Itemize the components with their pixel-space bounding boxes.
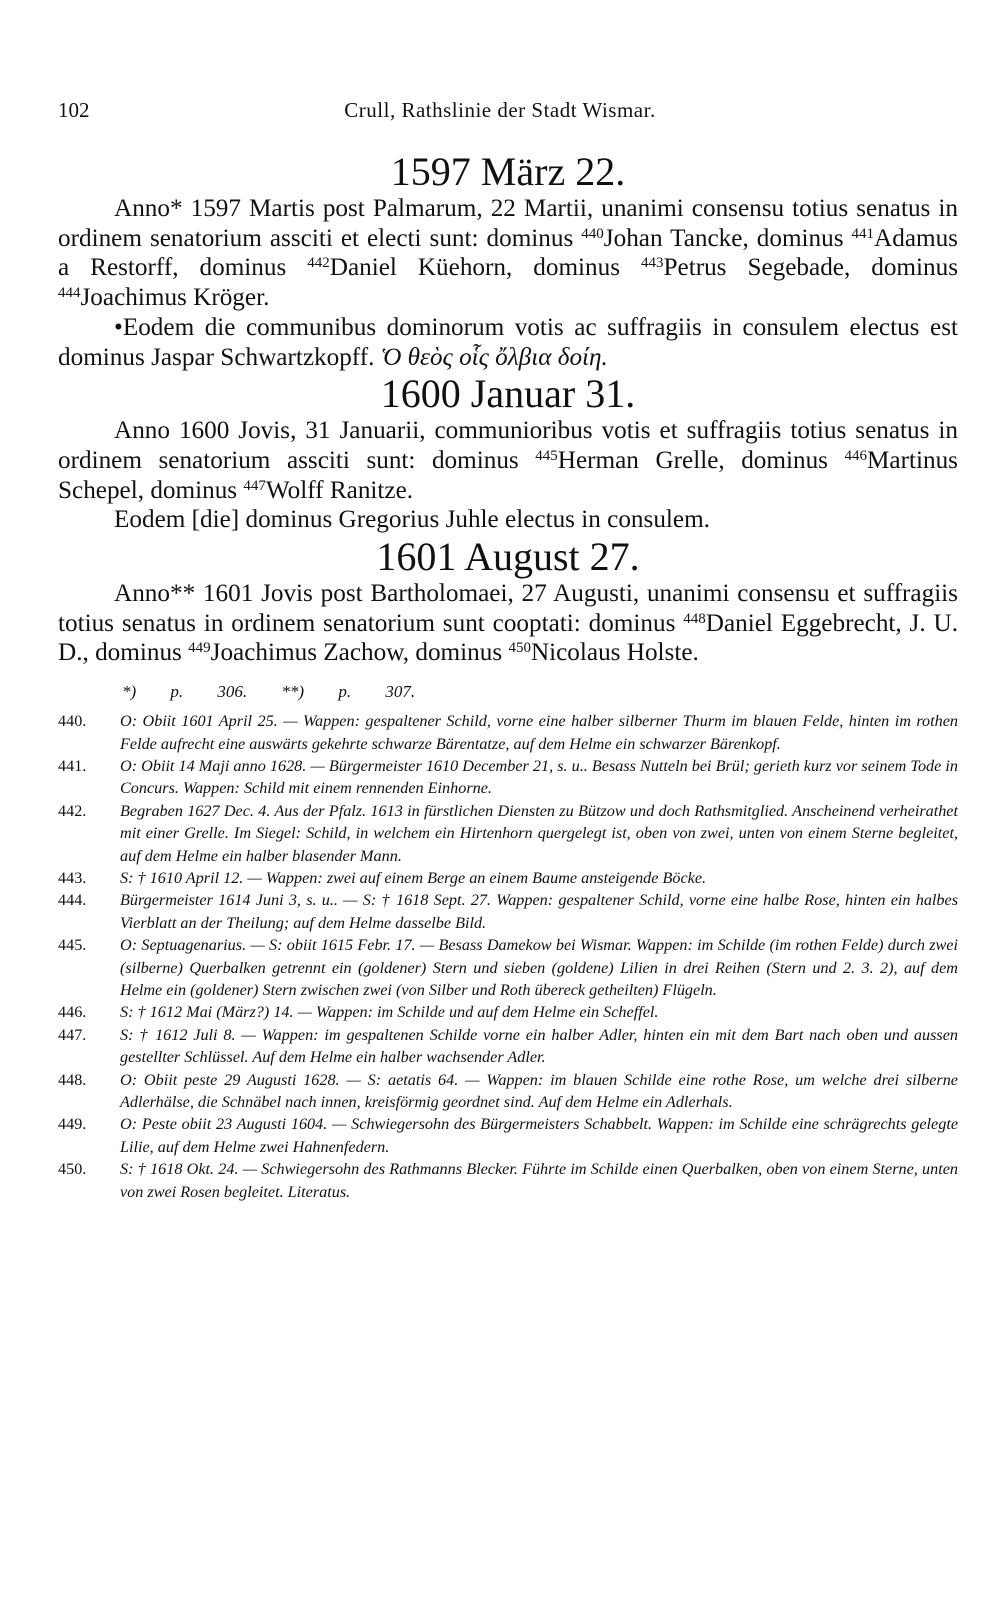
senator-number: 450 bbox=[508, 640, 531, 657]
note-text: O: Peste obiit 23 Augusti 1604. — Schwiegersohn des Bürgermeisters Schabbelt. Wappen: im Schilde eine schrägrechts gelegte Lilie, auf dem Helme zwei Hahnenfedern. bbox=[120, 1115, 958, 1156]
page-number: 102 bbox=[58, 98, 90, 122]
note-item bbox=[58, 934, 958, 1001]
note-number: 447. bbox=[58, 1025, 87, 1044]
note-item bbox=[58, 755, 958, 800]
text-run: •Eodem die communibus dominorum votis ac suffragiis in consulem electus est dominus Jaspar Schwartzkopff. bbox=[58, 313, 958, 371]
senator-number: 447 bbox=[243, 477, 266, 494]
note-text: O: Obiit 1601 April 25. — Wappen: gespaltener Schild, vorne eine halber silberner Thurm im blauen Felde, hinten im rothen Felde aufrecht eine auswärts gekehrte schwarze Bärentatze, auf dem Helme ein schwarzer Bärenkopf. bbox=[120, 712, 958, 753]
text-run: Eodem [die] dominus Gregorius Juhle electus in consulem. bbox=[114, 506, 710, 534]
text-run: Wolff Ranitze. bbox=[265, 476, 414, 504]
note-number: 442. bbox=[58, 801, 87, 820]
text-run: Martinus Schepel, dominus bbox=[58, 446, 958, 504]
note-number: 441. bbox=[58, 756, 87, 775]
senator-number: 440 bbox=[581, 225, 604, 242]
note-item bbox=[58, 1001, 958, 1023]
senator-number: 443 bbox=[641, 255, 664, 272]
note-item bbox=[58, 710, 958, 755]
note-text: S: † 1612 Juli 8. — Wappen: im gespaltenen Schilde vorne ein halber Adler, hinten ein mit dem Bart nach oben und aussen gestellter Schlüssel. Auf dem Helme ein halber wachsender Adler. bbox=[120, 1025, 958, 1067]
text-run: Daniel Eggebrecht, J. U. D., dominus bbox=[58, 609, 958, 667]
notes-list bbox=[58, 710, 958, 1203]
note-text: S: † 1618 Okt. 24. — Schwiegersohn des Rathmanns Blecker. Führte im Schilde einen Querbalken, oben von einem Sterne, unten von zwei Rosen begleitet. Literatus. bbox=[120, 1160, 958, 1201]
section-date: 1600 Januar 31. bbox=[380, 371, 636, 417]
text-run: Joachimus Zachow, dominus bbox=[210, 639, 509, 667]
note-text: O: Obiit peste 29 Augusti 1628. — S: aetatis 64. — Wappen: im blauen Schilde eine rothe Rose, um welche drei silberne Adlerhälse, die Schnäbel nach innen, kreisförmig geordnet sind. Auf dem Helme ein Adlerhals. bbox=[120, 1070, 958, 1112]
text-run: Johan Tancke, dominus bbox=[603, 224, 852, 252]
note-item bbox=[58, 1024, 958, 1069]
section-date: 1597 März 22. bbox=[390, 149, 626, 194]
text-run: Daniel Küehorn, dominus bbox=[329, 254, 642, 282]
senator-number: 449 bbox=[188, 640, 211, 657]
text-run: Petrus Segebade, dominus bbox=[663, 254, 959, 282]
text-run: Herman Grelle, dominus bbox=[557, 446, 845, 474]
note-item bbox=[58, 1158, 958, 1203]
text-run: Anno** 1601 Jovis post Bartholomaei, 27 Augusti, unanimi consensu et suffragiis totius senatus in ordinem senatorium sunt cooptati: dominus bbox=[58, 580, 958, 637]
body-paragraph bbox=[58, 194, 958, 313]
note-number: 444. bbox=[58, 891, 87, 910]
note-number: 446. bbox=[58, 1003, 87, 1022]
page-header bbox=[58, 98, 942, 128]
note-text: S: † 1612 Mai (März?) 14. — Wappen: im Schilde und auf dem Helme ein Scheffel. bbox=[120, 1003, 659, 1022]
senator-number: 445 bbox=[535, 447, 558, 464]
note-text: O: Septuagenarius. — S: obiit 1615 Febr. 17. — Besass Damekow bei Wismar. Wappen: im Schilde (im rothen Felde) durch zwei (silberne) Querbalken getrennt ein (goldener) Stern und sieben (goldene) Lilien in drei Reihen (Stern und 2. 3. 2), auf dem Helme ein (goldener) Stern zwischen zwei (von Silber und Roth übereck getheilten) Flügeln. bbox=[120, 936, 958, 1000]
senator-number: 441 bbox=[851, 225, 875, 242]
note-number: 448. bbox=[58, 1070, 87, 1089]
note-item bbox=[58, 1113, 958, 1158]
note-text: O: Obiit 14 Maji anno 1628. — Bürgermeister 1610 December 21, s. u.. Besass Nutteln bei Brül; gerieth kurz vor seinem Tode in Concurs. Wappen: Schild mit einem rennenden Einhorne. bbox=[120, 756, 958, 798]
note-text: Begraben 1627 Dec. 4. Aus der Pfalz. 1613 in fürstlichen Diensten zu Bützow und doch Rathsmitglied. Anscheinend verheirathet mit einer Grelle. Im Siegel: Schild, in welchem ein Hirtenhorn quergelegt ist, oben von zwei, unten von einem Sterne begleitet, auf dem Helme ein halber blasender Mann. bbox=[120, 801, 958, 865]
footnote-marks: *) p. 306. **) p. 307. bbox=[122, 682, 416, 702]
text-run: Adamus a Restorff, dominus bbox=[58, 224, 958, 282]
note-number: 445. bbox=[58, 936, 87, 955]
body-paragraph bbox=[58, 579, 958, 668]
note-text: S: † 1610 April 12. — Wappen: zwei auf einem Berge an einem Baume ansteigende Böcke. bbox=[120, 868, 707, 887]
section-date: 1601 August 27. bbox=[376, 534, 640, 580]
senator-number: 448 bbox=[683, 610, 706, 627]
main-text bbox=[58, 150, 958, 1203]
note-number: 443. bbox=[58, 868, 87, 887]
note-item bbox=[58, 800, 958, 867]
note-item bbox=[58, 1069, 958, 1114]
body-paragraph bbox=[58, 505, 958, 535]
text-run: Joachimus Kröger. bbox=[80, 284, 270, 312]
note-item bbox=[58, 889, 958, 934]
text-run: Anno* 1597 Martis post Palmarum, 22 Martii, unanimi consensu totius senatus in ordinem senatorium assciti et electi sunt: dominus bbox=[58, 195, 958, 252]
greek-motto: Ὁ θεὸς οἷς ὄλβια δοίη. bbox=[380, 343, 608, 371]
body-paragraph bbox=[58, 416, 958, 505]
senator-number: 444 bbox=[58, 285, 81, 302]
note-item bbox=[58, 867, 958, 889]
note-number: 449. bbox=[58, 1115, 87, 1134]
text-run: Nicolaus Holste. bbox=[530, 639, 699, 667]
note-number: 450. bbox=[58, 1160, 87, 1179]
senator-number: 442 bbox=[307, 255, 330, 272]
note-text: Bürgermeister 1614 Juni 3, s. u.. — S: † 1618 Sept. 27. Wappen: gespaltener Schild, vorne eine halbe Rose, hinten ein halbes Vierblatt an der Theilung; auf dem Helme dasselbe Bild. bbox=[120, 891, 958, 932]
running-title: Crull, Rathslinie der Stadt Wismar. bbox=[344, 98, 656, 122]
body-paragraph bbox=[58, 313, 958, 372]
text-run: Anno 1600 Jovis, 31 Januarii, communioribus votis et suffragiis totius senatus in ordinem senatorium assciti sunt: dominus bbox=[58, 417, 958, 474]
note-number: 440. bbox=[58, 712, 87, 731]
senator-number: 446 bbox=[844, 447, 868, 464]
sections-container bbox=[58, 150, 958, 668]
